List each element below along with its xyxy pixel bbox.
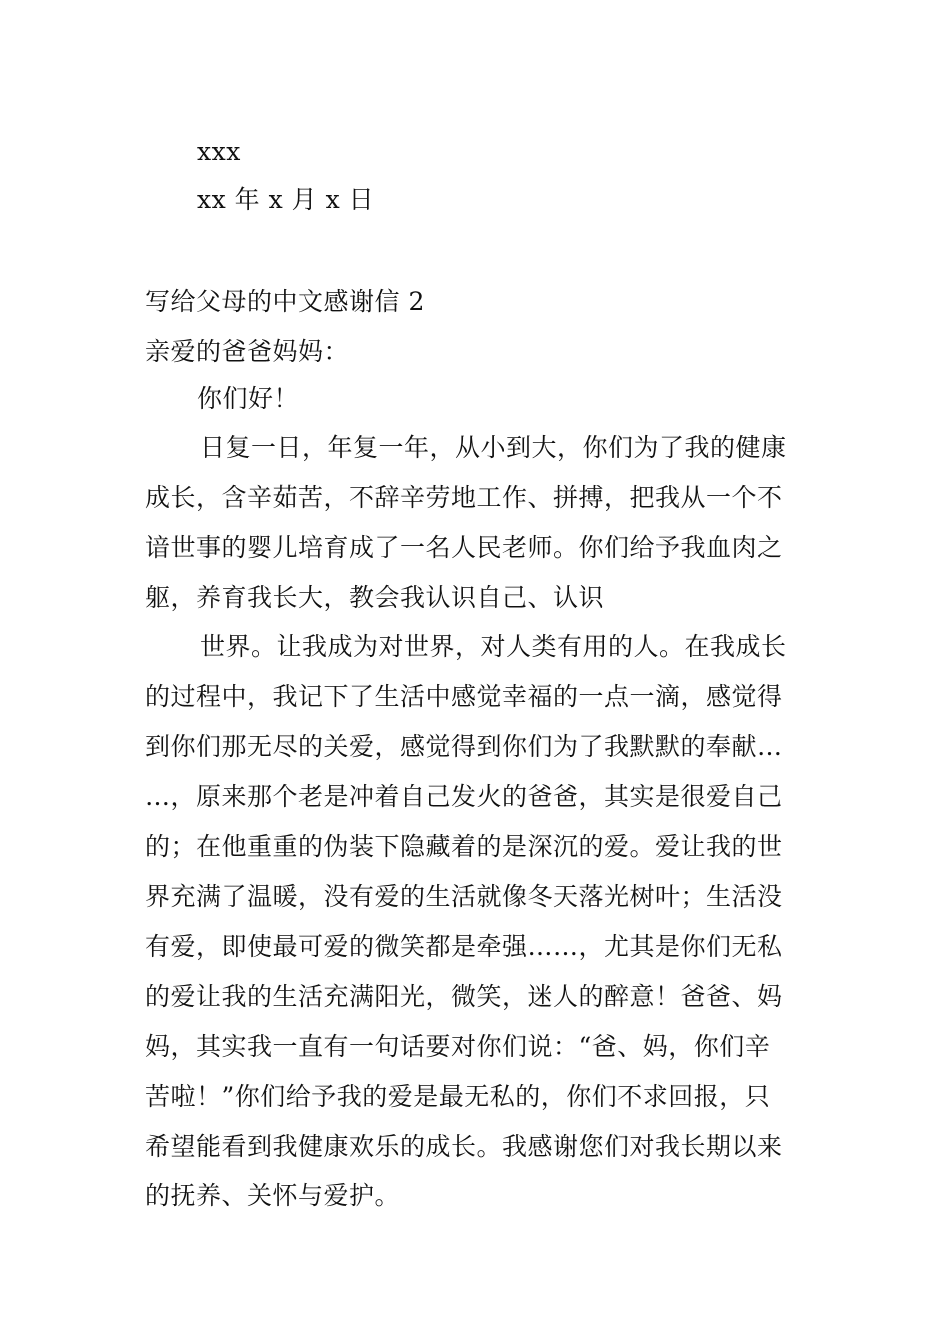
letter-greeting: 你们好！ bbox=[197, 384, 300, 413]
paragraph-line: 苦啦！”你们给予我的爱是最无私的，你们不求回报，只 bbox=[145, 1082, 771, 1111]
paragraph-line: 的过程中，我记下了生活中感觉幸福的一点一滴，感觉得 bbox=[145, 682, 783, 711]
paragraph-line: 世界。让我成为对世界，对人类有用的人。在我成长 bbox=[200, 632, 787, 661]
paragraph-line: 日复一日，年复一年，从小到大，你们为了我的健康 bbox=[200, 433, 787, 462]
signature-name: xxx bbox=[197, 137, 241, 166]
paragraph-line: 界充满了温暖，没有爱的生活就像冬天落光树叶；生活没 bbox=[145, 882, 783, 911]
paragraph-line: 的爱让我的生活充满阳光，微笑，迷人的醉意！爸爸、妈 bbox=[145, 982, 783, 1011]
paragraph-line: 成长，含辛茹苦，不辞辛劳地工作、拼搏，把我从一个不 bbox=[145, 483, 783, 512]
paragraph-line: 的抚养、关怀与爱护。 bbox=[145, 1181, 401, 1210]
paragraph-line: 有爱，即使最可爱的微笑都是牵强……，尤其是你们无私 bbox=[145, 932, 783, 961]
paragraph-line: …，原来那个老是冲着自己发火的爸爸，其实是很爱自己 bbox=[145, 782, 783, 811]
signature-date: xx 年 x 月 x 日 bbox=[197, 185, 375, 214]
letter-title: 写给父母的中文感谢信 2 bbox=[145, 287, 425, 316]
paragraph-line: 躯，养育我长大，教会我认识自己、认识 bbox=[145, 583, 605, 612]
letter-salutation: 亲爱的爸爸妈妈： bbox=[145, 337, 350, 366]
paragraph-line: 妈，其实我一直有一句话要对你们说：“爸、妈，你们辛 bbox=[145, 1032, 771, 1061]
paragraph-line: 到你们那无尽的关爱，感觉得到你们为了我默默的奉献… bbox=[145, 732, 783, 761]
paragraph-line: 的；在他重重的伪装下隐藏着的是深沉的爱。爱让我的世 bbox=[145, 832, 783, 861]
paragraph-line: 希望能看到我健康欢乐的成长。我感谢您们对我长期以来 bbox=[145, 1132, 783, 1161]
paragraph-line: 谙世事的婴儿培育成了一名人民老师。你们给予我血肉之 bbox=[145, 533, 783, 562]
